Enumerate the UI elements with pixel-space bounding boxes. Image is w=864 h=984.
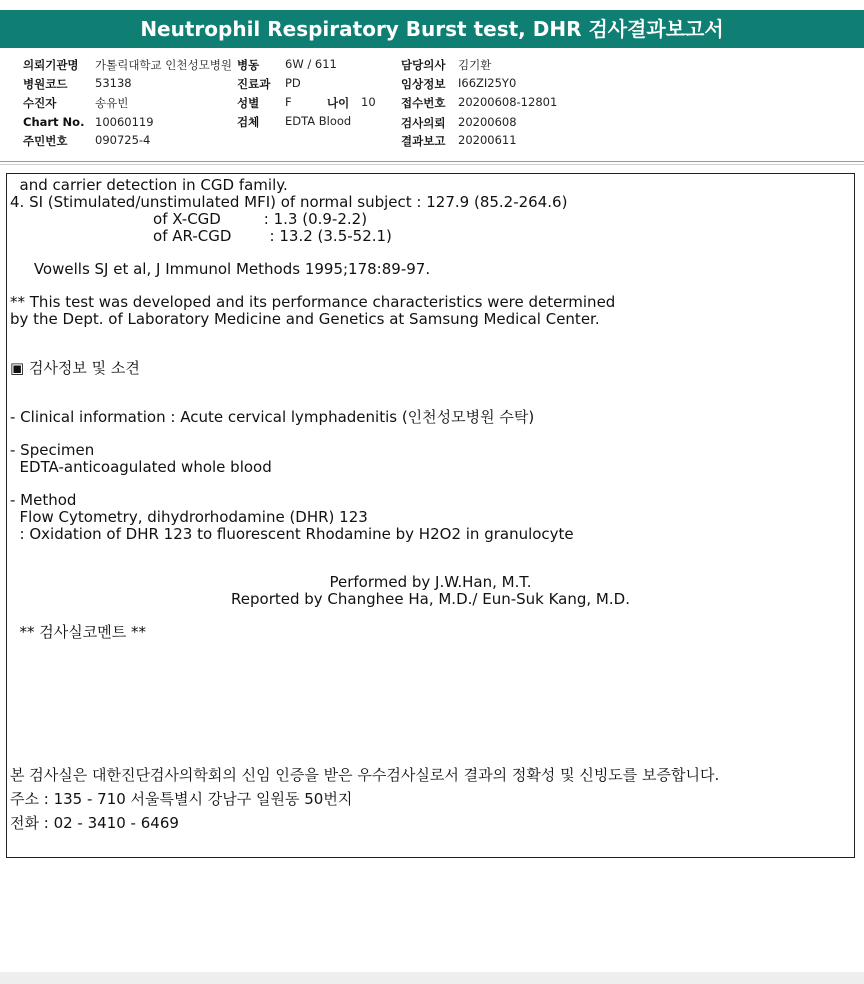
report-line: : Oxidation of DHR 123 to fluorescent Rhodamine by H2O2 in granulocyte: [10, 525, 574, 543]
doctor-value: 김기환: [458, 58, 492, 72]
receipt-no-value: 20200608-12801: [458, 95, 558, 109]
report-line: of X-CGD : 1.3 (0.9-2.2): [10, 210, 368, 228]
bottom-strip: [0, 972, 864, 984]
clinical-info-label: 임상정보: [401, 77, 446, 91]
resident-no-label: 주민번호: [23, 134, 68, 148]
resident-no-value: 090725-4: [95, 133, 151, 147]
department-label: 진료과: [237, 77, 271, 91]
header-divider: [0, 161, 864, 162]
phone: 전화 : 02 - 3410 - 6469: [10, 814, 179, 832]
patient-info-header: [0, 48, 864, 163]
reported-by: Reported by Changhee Ha, M.D./ Eun-Suk Kang, M.D.: [231, 590, 630, 608]
hospital-code-label: 병원코드: [23, 77, 68, 91]
address: 주소 : 135 - 710 서울특별시 강남구 일원동 50번지: [10, 790, 353, 808]
report-line: Flow Cytometry, dihydrorhodamine (DHR) 123: [10, 508, 368, 526]
hospital-label: 의뢰기관명: [23, 58, 79, 72]
report-line: - Method: [10, 491, 77, 509]
age-value: 10: [361, 95, 376, 109]
ward-value: 6W / 611: [285, 57, 337, 71]
report-date-label: 결과보고: [401, 134, 446, 148]
patient-value: 송유빈: [95, 96, 129, 110]
sex-value: F: [285, 95, 292, 109]
department-value: PD: [285, 76, 301, 90]
report-line: ** This test was developed and its performance characteristics were determined: [10, 293, 616, 311]
doctor-label: 담당의사: [401, 58, 446, 72]
report-line: - Specimen: [10, 441, 95, 459]
header-divider-shadow: [0, 164, 864, 165]
report-line: of AR-CGD : 13.2 (3.5-52.1): [10, 227, 392, 245]
receipt-no-label: 접수번호: [401, 96, 446, 110]
clinical-info-value: I66ZI25Y0: [458, 76, 517, 90]
report-line: EDTA-anticoagulated whole blood: [10, 458, 272, 476]
request-date-label: 검사의뢰: [401, 116, 446, 130]
certification-statement: 본 검사실은 대한진단검사의학회의 신임 인증을 받은 우수검사실로서 결과의 정확성 및 신빙도를 보증합니다.: [10, 766, 720, 784]
age-label: 나이: [327, 96, 350, 110]
request-date-value: 20200608: [458, 115, 517, 129]
report-line: by the Dept. of Laboratory Medicine and Genetics at Samsung Medical Center.: [10, 310, 600, 328]
patient-label: 수진자: [23, 96, 57, 110]
lab-comment-heading: ** 검사실코멘트 **: [10, 623, 147, 641]
hospital-code-value: 53138: [95, 76, 132, 90]
chart-no-label: Chart No.: [23, 115, 85, 129]
report-line: Vowells SJ et al, J Immunol Methods 1995;178:89-97.: [10, 260, 431, 278]
performed-by: Performed by J.W.Han, M.T.: [329, 573, 532, 591]
report-date-value: 20200611: [458, 133, 517, 147]
specimen-label: 검체: [237, 115, 260, 129]
report-line: and carrier detection in CGD family.: [10, 176, 288, 194]
hospital-value: 가톨릭대학교 인천성모병원: [95, 58, 232, 72]
section-heading: ▣ 검사정보 및 소견: [10, 359, 140, 377]
chart-no-value: 10060119: [95, 115, 154, 129]
report-body: [6, 173, 855, 858]
report-line: - Clinical information : Acute cervical lymphadenitis (인천성모병원 수탁): [10, 408, 535, 426]
report-title: Neutrophil Respiratory Burst test, DHR 검사결과보고서: [0, 10, 864, 48]
specimen-value: EDTA Blood: [285, 114, 352, 128]
report-line: 4. SI (Stimulated/unstimulated MFI) of normal subject : 127.9 (85.2-264.6): [10, 193, 568, 211]
sex-label: 성별: [237, 96, 260, 110]
ward-label: 병동: [237, 58, 260, 72]
